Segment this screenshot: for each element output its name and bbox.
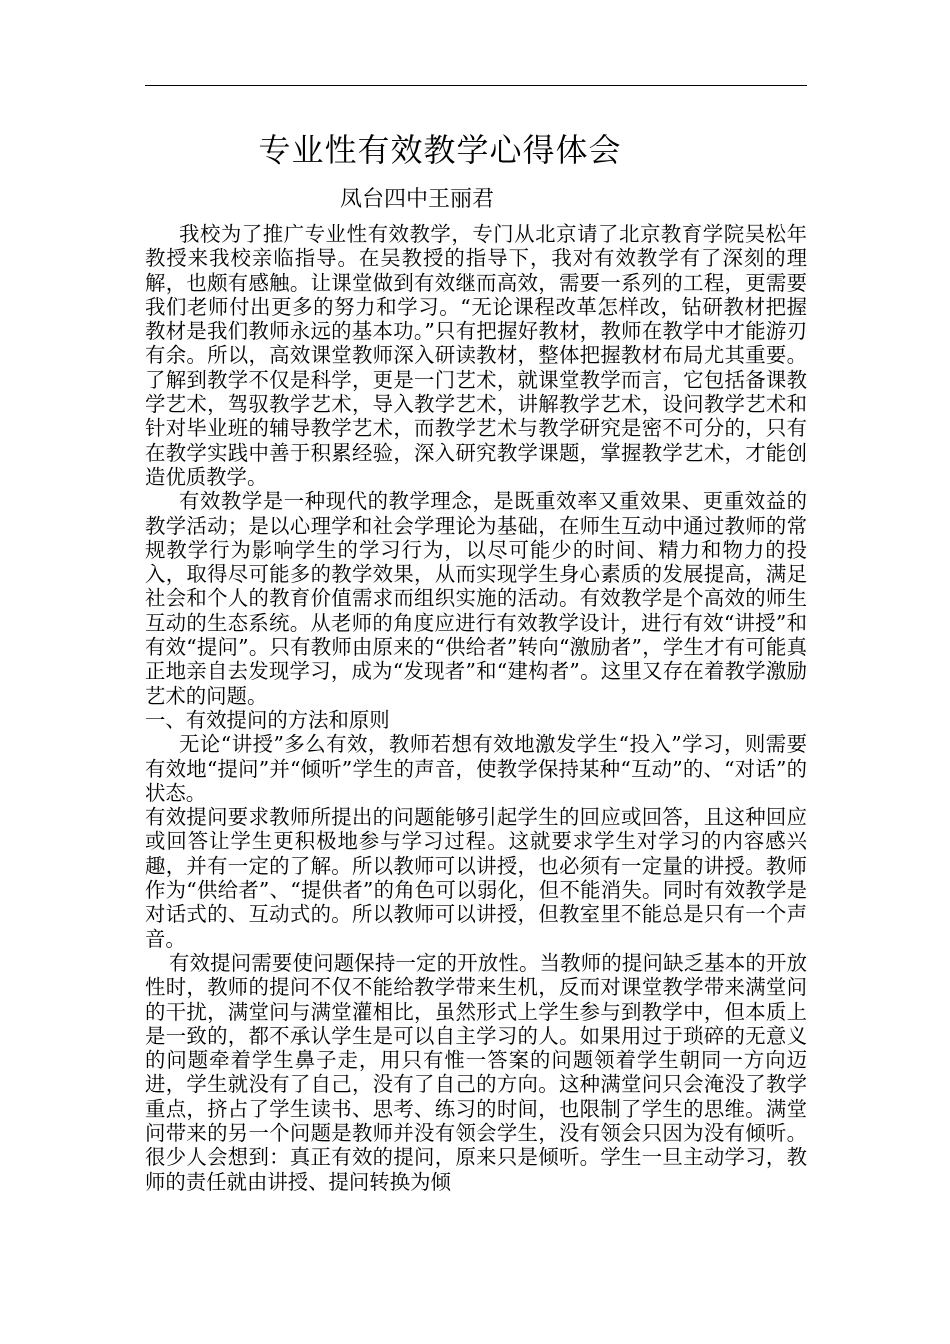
document-title: 专业性有效教学心得体会	[258, 131, 622, 169]
section-heading: 一、有效提问的方法和原则	[145, 707, 390, 732]
author-line: 凤台四中王丽君	[340, 187, 495, 212]
paragraph-intro: 我校为了推广专业性有效教学，专门从北京请了北京教育学院吴松年教授来我校亲临指导。在吴教授的指导下，我对有效教学有了深刻的理解，也颇有感触。让课堂做到有效继而高效，需要一系列的工程，更需要我们老师付出更多的努力和学习。“无论课程改革怎样改，钻研教材把握教材是我们教师永远的基本功。”只有把握好教材，教师在教学中才能游刃有余。所以，高效课堂教师深入研读教材，整体把握教材布局尤其重要。了解到教学不仅是科学，更是一门艺术，就课堂教学而言，它包括备课教学艺术，驾驭教学艺术，导入教学艺术，讲解教学艺术，设问教学艺术和针对毕业班的辅导教学艺术，而教学艺术与教学研究是密不可分的，只有在教学实践中善于积累经验，深入研究教学课题，掌握教学艺术，才能创造优质教学。	[145, 222, 807, 489]
paragraph-questioning: 无论“讲授”多么有效，教师若想有效地激发学生“投入”学习，则需要有效地“提问”并“倾听”学生的声音，使教学保持某种“互动”的、“对话”的状态。	[145, 732, 807, 805]
paragraph-definition: 有效教学是一种现代的教学理念，是既重效率又重效果、更重效益的教学活动；是以心理学和社会学理论为基础，在师生互动中通过教师的常规教学行为影响学生的学习行为，以尽可能少的时间、精力和物力的投入，取得尽可能多的教学效果，从而实现学生身心素质的发展提高，满足社会和个人的教育价值需求而组织实施的活动。有效教学是个高效的师生互动的生态系统。从老师的角度应进行有效教学设计，进行有效“讲授”和有效“提问”。只有教师由原来的“供给者”转向“激励者”，学生才有可能真正地亲自去发现学习，成为“发现者”和“建构者”。这里又存在着教学激励艺术的问题。	[145, 489, 807, 708]
header-rule	[145, 85, 807, 86]
paragraph-effective-questions: 有效提问要求教师所提出的问题能够引起学生的回应或回答，且这种回应或回答让学生更积极地参与学习过程。这就要求学生对学习的内容感兴趣，并有一定的了解。所以教师可以讲授，也必须有一定量的讲授。教师作为“供给者”、“提供者”的角色可以弱化，但不能消失。同时有效教学是对话式的、互动式的。所以教师可以讲授，但教室里不能总是只有一个声音。	[145, 805, 807, 951]
document-body	[145, 222, 807, 1194]
paragraph-openness: 有效提问需要使问题保持一定的开放性。当教师的提问缺乏基本的开放性时，教师的提问不仅不能给教学带来生机，反而对课堂教学带来满堂问的干扰，满堂问与满堂灌相比，虽然形式上学生参与到教学中，但本质上是一致的，都不承认学生是可以自主学习的人。如果用过于琐碎的无意义的问题牵着学生鼻子走，用只有惟一答案的问题领着学生朝同一方向迈进，学生就没有了自己，没有了自己的方向。这种满堂问只会淹没了教学重点，挤占了学生读书、思考、练习的时间，也限制了学生的思维。满堂问带来的另一个问题是教师并没有领会学生，没有领会只因为没有倾听。很少人会想到：真正有效的提问，原来只是倾听。学生一旦主动学习，教师的责任就由讲授、提问转换为倾	[145, 950, 807, 1194]
